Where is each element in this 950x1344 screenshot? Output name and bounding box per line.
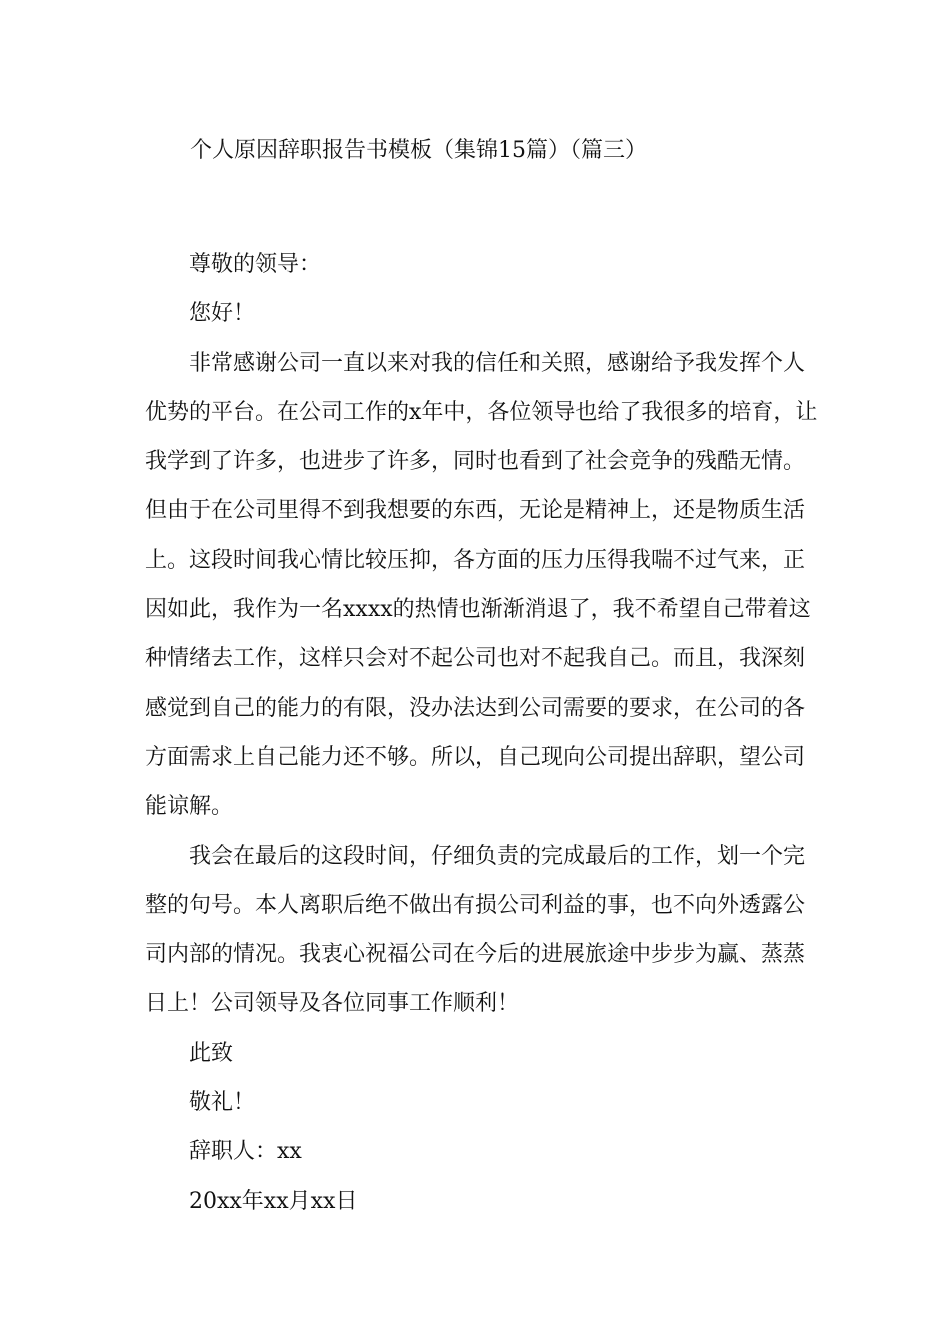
document-title: 个人原因辞职报告书模板（集锦15篇）（篇三）: [190, 138, 647, 163]
salutation: 尊敬的领导：: [189, 252, 322, 277]
paragraph-commitment: 我会在最后的这段时间，仔细负责的完成最后的工作，划一个完整的句号。本人离职后绝不做出有损公司利益的事，也不向外透露公司内部的情况。我衷心祝福公司在今后的进展旅途中步步为赢、蒸蒸日上！公司领导及各位同事工作顺利！: [145, 843, 806, 1017]
paragraph-gratitude: 非常感谢公司一直以来对我的信任和关照，感谢给予我发挥个人优势的平台。在公司工作的x年中，各位领导也给了我很多的培育，让我学到了许多，也进步了许多，同时也看到了社会竞争的残酷无情。但由于在公司里得不到我想要的东西，无论是精神上，还是物质生活上。这段时间我心情比较压抑，各方面的压力压得我喘不过气来，正因如此，我作为一名xxxx的热情也渐渐消退了，我不希望自己带着这种情绪去工作，这样只会对不起公司也对不起我自己。而且，我深刻感觉到自己的能力的有限，没办法达到公司需要的要求，在公司的各方面需求上自己能力还不够。所以，自己现向公司提出辞职，望公司能谅解。: [145, 350, 818, 820]
letter-body: [145, 240, 825, 1226]
closing-line-2: 敬礼！: [189, 1090, 256, 1116]
date: 20xx年xx月xx日: [189, 1188, 358, 1214]
greeting: 您好！: [189, 301, 256, 327]
signer: 辞职人：xx: [189, 1139, 302, 1165]
closing-line-1: 此致: [189, 1040, 234, 1066]
